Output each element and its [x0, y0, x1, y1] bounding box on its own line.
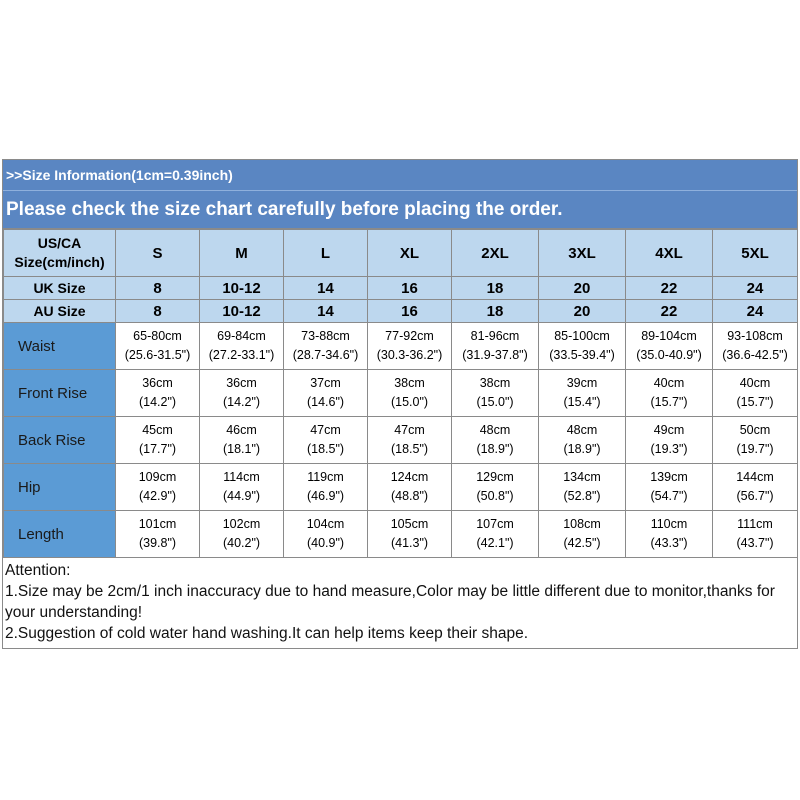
measurement-cm: 139cm: [650, 470, 688, 484]
measurement-cm: 104cm: [306, 517, 345, 531]
measurement-cell: [713, 511, 798, 558]
size-cell: 16: [368, 300, 452, 323]
measurement-cell: [452, 417, 539, 464]
attention-line-1: 1.Size may be 2cm/1 inch inaccuracy due to hand measure,Color may be little different due to monitor,thanks for your understanding!: [5, 583, 775, 621]
measurement-cm: 36cm: [142, 376, 173, 390]
measurement-cell: [713, 370, 798, 417]
size-row-label-line2: Size(cm/inch): [14, 254, 105, 270]
measurement-cm: 40cm: [653, 376, 685, 390]
measurement-inch: (15.7"): [650, 395, 688, 409]
measurement-cell: [200, 323, 284, 370]
measurement-cell: [200, 511, 284, 558]
size-cell: 22: [626, 277, 713, 300]
measurement-cm: 85-100cm: [554, 329, 610, 343]
measurement-cell: [539, 323, 626, 370]
measurement-cm: 109cm: [138, 470, 177, 484]
measurement-cm: 50cm: [739, 423, 771, 437]
measurement-cell: [368, 511, 452, 558]
measurement-cell: [626, 464, 713, 511]
measurement-cell: [452, 370, 539, 417]
size-cell: 16: [368, 277, 452, 300]
measurement-cell: [284, 323, 368, 370]
measurement-cell: [200, 370, 284, 417]
size-row: [4, 277, 798, 300]
size-cell: 18: [452, 277, 539, 300]
size-cell: 14: [284, 277, 368, 300]
attention-line-2: 2.Suggestion of cold water hand washing.It can help items keep their shape.: [5, 625, 529, 642]
size-chart: [2, 159, 798, 649]
measurement-inch: (54.7"): [650, 489, 688, 503]
measurement-cm: 89-104cm: [641, 329, 697, 343]
measurement-inch: (18.5"): [306, 442, 345, 456]
measurement-cm: 108cm: [563, 517, 601, 531]
measurement-cell: [200, 464, 284, 511]
size-cell: 24: [713, 300, 798, 323]
measurement-cell: [368, 417, 452, 464]
measurement-cm: 129cm: [476, 470, 514, 484]
size-cell: 14: [284, 300, 368, 323]
measurement-cm: 38cm: [479, 376, 511, 390]
measurement-cm: 47cm: [394, 423, 425, 437]
measurement-cm: 81-96cm: [470, 329, 520, 343]
attention-title: Attention:: [5, 562, 71, 579]
attention-notes: [3, 558, 797, 648]
measurement-inch: (40.9"): [306, 536, 345, 550]
measurement-cm: 48cm: [566, 423, 598, 437]
measurement-cm: 48cm: [479, 423, 511, 437]
measurement-cell: [368, 323, 452, 370]
measurement-cm: 102cm: [222, 517, 261, 531]
measurement-inch: (44.9"): [222, 489, 261, 503]
measurement-inch: (14.2"): [222, 395, 261, 409]
measurement-cell: [626, 370, 713, 417]
size-row-label-line1: AU Size: [33, 302, 86, 319]
measurement-cell: [539, 370, 626, 417]
size-table: [3, 229, 798, 558]
size-row: [4, 300, 798, 323]
size-row: [4, 230, 798, 277]
measurement-cell: [539, 417, 626, 464]
measurement-cm: 47cm: [310, 423, 341, 437]
measurement-cell: [284, 417, 368, 464]
size-cell: 20: [539, 300, 626, 323]
measurement-inch: (52.8"): [563, 489, 601, 503]
measurement-cm: 38cm: [394, 376, 425, 390]
size-cell: 2XL: [452, 230, 539, 277]
measurement-cm: 111cm: [737, 517, 773, 531]
size-row-label: [4, 277, 116, 300]
measurement-inch: (27.2-33.1"): [208, 348, 275, 362]
measurement-cm: 65-80cm: [133, 329, 182, 343]
measurement-cell: [626, 323, 713, 370]
measurement-cell: [713, 417, 798, 464]
size-cell: 20: [539, 277, 626, 300]
measurement-cell: [539, 511, 626, 558]
measurement-inch: (39.8"): [138, 536, 177, 550]
measurement-cell: [116, 464, 200, 511]
size-cell: 10-12: [200, 300, 284, 323]
measurement-inch: (14.6"): [306, 395, 345, 409]
measurement-inch: (42.5"): [563, 536, 601, 550]
measurement-cell: [116, 323, 200, 370]
measurement-inch: (42.9"): [138, 489, 177, 503]
size-row-label-line1: US/CA: [37, 235, 82, 251]
measurement-cell: [626, 511, 713, 558]
measurement-cell: [452, 323, 539, 370]
measurement-inch: (33.5-39.4"): [549, 348, 615, 362]
measurement-inch: (18.9"): [476, 442, 514, 456]
measurement-inch: (15.0"): [390, 395, 429, 409]
size-cell: 8: [116, 300, 200, 323]
measurement-inch: (19.7"): [736, 442, 774, 456]
measurement-cm: 37cm: [310, 376, 341, 390]
measurement-cell: [539, 464, 626, 511]
size-cell: 4XL: [626, 230, 713, 277]
measurement-cm: 107cm: [476, 517, 514, 531]
measurement-cell: [713, 323, 798, 370]
measurement-cm: 39cm: [566, 376, 598, 390]
measurement-inch: (28.7-34.6"): [292, 348, 359, 362]
measurement-row: [4, 464, 798, 511]
size-cell: 5XL: [713, 230, 798, 277]
measurement-cm: 144cm: [736, 470, 774, 484]
measurement-cell: [368, 370, 452, 417]
measurement-cm: 46cm: [226, 423, 257, 437]
size-row-label-line1: UK Size: [33, 279, 86, 296]
measurement-cm: 40cm: [739, 376, 771, 390]
measurement-cell: [284, 511, 368, 558]
measurement-inch: (17.7"): [138, 442, 177, 456]
measurement-inch: (14.2"): [138, 395, 177, 409]
measurement-cell: [452, 511, 539, 558]
measurement-cm: 134cm: [563, 470, 601, 484]
measurement-cm: 110cm: [650, 517, 688, 531]
measurement-cm: 36cm: [226, 376, 257, 390]
measurement-inch: (36.6-42.5"): [722, 348, 788, 362]
size-row-label: [4, 230, 116, 277]
measurement-cm: 124cm: [390, 470, 429, 484]
measurement-cm: 45cm: [142, 423, 173, 437]
measurement-cm: 93-108cm: [727, 329, 783, 343]
measurement-cm: 77-92cm: [385, 329, 434, 343]
size-row-label: [4, 300, 116, 323]
measurement-label: Length: [4, 511, 116, 558]
size-cell: XL: [368, 230, 452, 277]
measurement-inch: (43.7"): [736, 536, 774, 550]
measurement-inch: (19.3"): [650, 442, 688, 456]
measurement-cell: [116, 511, 200, 558]
measurement-cm: 114cm: [223, 470, 260, 484]
size-cell: 10-12: [200, 277, 284, 300]
size-cell: 22: [626, 300, 713, 323]
size-cell: M: [200, 230, 284, 277]
measurement-cm: 105cm: [390, 517, 429, 531]
size-cell: 18: [452, 300, 539, 323]
measurement-inch: (15.4"): [563, 395, 601, 409]
measurement-row: [4, 370, 798, 417]
measurement-inch: (25.6-31.5"): [124, 348, 191, 362]
measurement-label: Front Rise: [4, 370, 116, 417]
measurement-cell: [368, 464, 452, 511]
measurement-row: [4, 511, 798, 558]
measurement-inch: (40.2"): [222, 536, 261, 550]
measurement-cm: 119cm: [307, 470, 344, 484]
measurement-inch: (31.9-37.8"): [462, 348, 528, 362]
measurement-cell: [452, 464, 539, 511]
size-cell: 24: [713, 277, 798, 300]
size-cell: S: [116, 230, 200, 277]
size-cell: L: [284, 230, 368, 277]
measurement-label: Hip: [4, 464, 116, 511]
measurement-inch: (18.5"): [390, 442, 429, 456]
measurement-inch: (46.9"): [306, 489, 345, 503]
measurement-cm: 73-88cm: [301, 329, 350, 343]
size-notice: Please check the size chart carefully before placing the order.: [6, 199, 563, 220]
measurement-label: Back Rise: [4, 417, 116, 464]
measurement-inch: (42.1"): [476, 536, 514, 550]
measurement-cell: [284, 370, 368, 417]
measurement-cell: [116, 417, 200, 464]
measurement-label: Waist: [4, 323, 116, 370]
measurement-cell: [713, 464, 798, 511]
size-info-line: >>Size Information(1cm=0.39inch): [3, 160, 797, 191]
measurement-inch: (30.3-36.2"): [376, 348, 443, 362]
measurement-inch: (41.3"): [390, 536, 429, 550]
measurement-cm: 69-84cm: [217, 329, 266, 343]
size-cell: 3XL: [539, 230, 626, 277]
measurement-cell: [200, 417, 284, 464]
measurement-inch: (43.3"): [650, 536, 688, 550]
measurement-cm: 49cm: [653, 423, 685, 437]
measurement-inch: (18.9"): [563, 442, 601, 456]
measurement-inch: (48.8"): [390, 489, 429, 503]
measurement-cell: [626, 417, 713, 464]
measurement-inch: (50.8"): [476, 489, 514, 503]
measurement-cell: [116, 370, 200, 417]
measurement-inch: (15.7"): [736, 395, 774, 409]
size-chart-header: [3, 160, 797, 229]
measurement-row: [4, 323, 798, 370]
measurement-cell: [284, 464, 368, 511]
size-cell: 8: [116, 277, 200, 300]
measurement-inch: (56.7"): [736, 489, 774, 503]
measurement-row: [4, 417, 798, 464]
measurement-cm: 101cm: [138, 517, 177, 531]
measurement-inch: (15.0"): [476, 395, 514, 409]
measurement-inch: (35.0-40.9"): [636, 348, 702, 362]
measurement-inch: (18.1"): [222, 442, 261, 456]
